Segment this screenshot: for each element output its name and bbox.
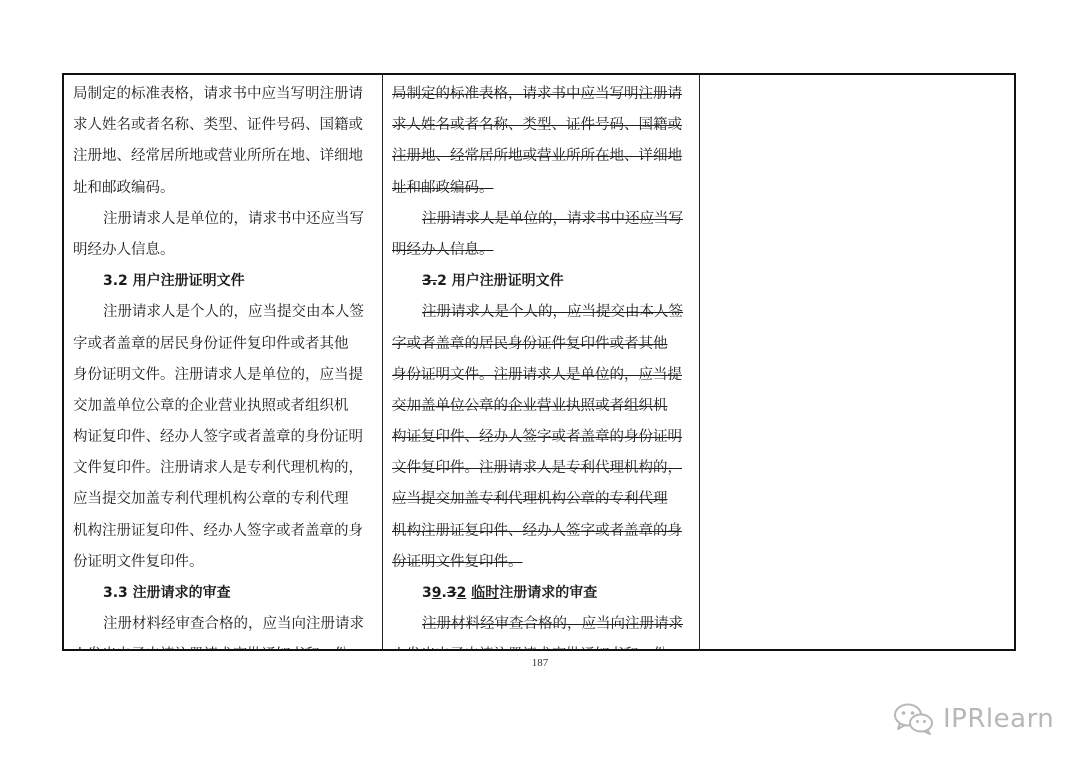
left-column-current-text xyxy=(64,75,383,649)
inserted-title: 临时 xyxy=(471,585,500,601)
left-line: 机构注册证复印件、经办人签字或者盖章的身 xyxy=(73,522,363,539)
deleted-number: 3. xyxy=(422,273,438,290)
deleted-line: 局制定的标准表格，请求书中应当写明注册请 xyxy=(392,86,682,102)
middle-column-revised-text xyxy=(383,75,700,649)
left-line: 明经办人信息。 xyxy=(73,241,175,258)
left-line: 注册请求人是个人的，应当提交由本人签 xyxy=(103,304,364,321)
heading-number: 3 xyxy=(422,585,432,601)
left-line: 份证明文件复印件。 xyxy=(73,553,204,570)
left-line: 交加盖单位公章的企业营业执照或者组织机 xyxy=(73,397,349,414)
heading-number: 2 xyxy=(437,273,447,290)
deleted-line: 文件复印件。注册请求人是专利代理机构的， xyxy=(392,460,682,477)
deleted-line: 交加盖单位公章的企业营业执照或者组织机 xyxy=(392,397,668,414)
middle-column-content xyxy=(392,79,694,649)
deleted-line: 身份证明文件。注册请求人是单位的，应当提 xyxy=(392,366,682,383)
wechat-icon xyxy=(893,702,935,736)
inserted-number: 2 xyxy=(456,585,467,601)
right-column-notes xyxy=(700,75,1016,649)
deleted-line: 注册请求人是个人的，应当提交由本人签 xyxy=(422,304,683,321)
deleted-line: 求人姓名或者名称、类型、证件号码、国籍或 xyxy=(392,117,682,134)
left-line: 址和邮政编码。 xyxy=(73,179,175,196)
revised-heading-3-2 xyxy=(392,266,694,297)
deleted-line: 明经办人信息。 xyxy=(392,241,494,258)
left-line: 局制定的标准表格，请求书中应当写明注册请 xyxy=(73,86,363,102)
section-heading-3-2: 3.2 用户注册证明文件 xyxy=(103,273,245,290)
deleted-number: 3 xyxy=(446,585,457,601)
deleted-line: 构证复印件、经办人签字或者盖章的身份证明 xyxy=(392,429,682,446)
left-column-content xyxy=(73,79,375,649)
revised-heading-temporary-review xyxy=(392,578,694,609)
heading-title: 注册请求的审查 xyxy=(499,585,598,601)
deleted-line: 址和邮政编码。 xyxy=(392,179,494,196)
inserted-number: 9 xyxy=(431,585,442,601)
left-line: 文件复印件。注册请求人是专利代理机构的， xyxy=(73,460,363,477)
deleted-line xyxy=(392,640,694,649)
watermark xyxy=(893,697,1054,741)
left-line: 注册材料经审查合格的，应当向注册请求 xyxy=(103,616,364,633)
comparison-table xyxy=(62,73,1016,651)
watermark-text: IPRlearn xyxy=(943,704,1055,734)
left-line: 构证复印件、经办人签字或者盖章的身份证明 xyxy=(73,429,363,446)
deleted-line: 字或者盖章的居民身份证件复印件或者其他 xyxy=(392,335,668,352)
deleted-line: 注册地、经常居所地或营业所所在地、详细地 xyxy=(392,148,682,165)
left-line: 求人姓名或者名称、类型、证件号码、国籍或 xyxy=(73,117,363,134)
deleted-line: 注册请求人是单位的，请求书中还应当写 xyxy=(422,210,683,227)
left-line: 身份证明文件。注册请求人是单位的，应当提 xyxy=(73,366,363,383)
left-line: 注册请求人是单位的，请求书中还应当写 xyxy=(103,210,364,227)
deleted-line: 注册材料经审查合格的，应当向注册请求 xyxy=(422,616,683,633)
left-line: 应当提交加盖专利代理机构公章的专利代理 xyxy=(73,491,349,508)
heading-title: 用户注册证明文件 xyxy=(451,273,564,290)
section-heading-3-3: 3.3 注册请求的审查 xyxy=(103,585,231,601)
deleted-line: 机构注册证复印件、经办人签字或者盖章的身 xyxy=(392,522,682,539)
left-line: 注册地、经常居所地或营业所所在地、详细地 xyxy=(73,148,363,165)
page-number: 187 xyxy=(531,657,549,669)
left-line xyxy=(73,640,375,649)
deleted-line: 应当提交加盖专利代理机构公章的专利代理 xyxy=(392,491,668,508)
heading-number: . xyxy=(441,585,447,601)
left-line: 字或者盖章的居民身份证件复印件或者其他 xyxy=(73,335,349,352)
deleted-line: 份证明文件复印件。 xyxy=(392,553,523,570)
